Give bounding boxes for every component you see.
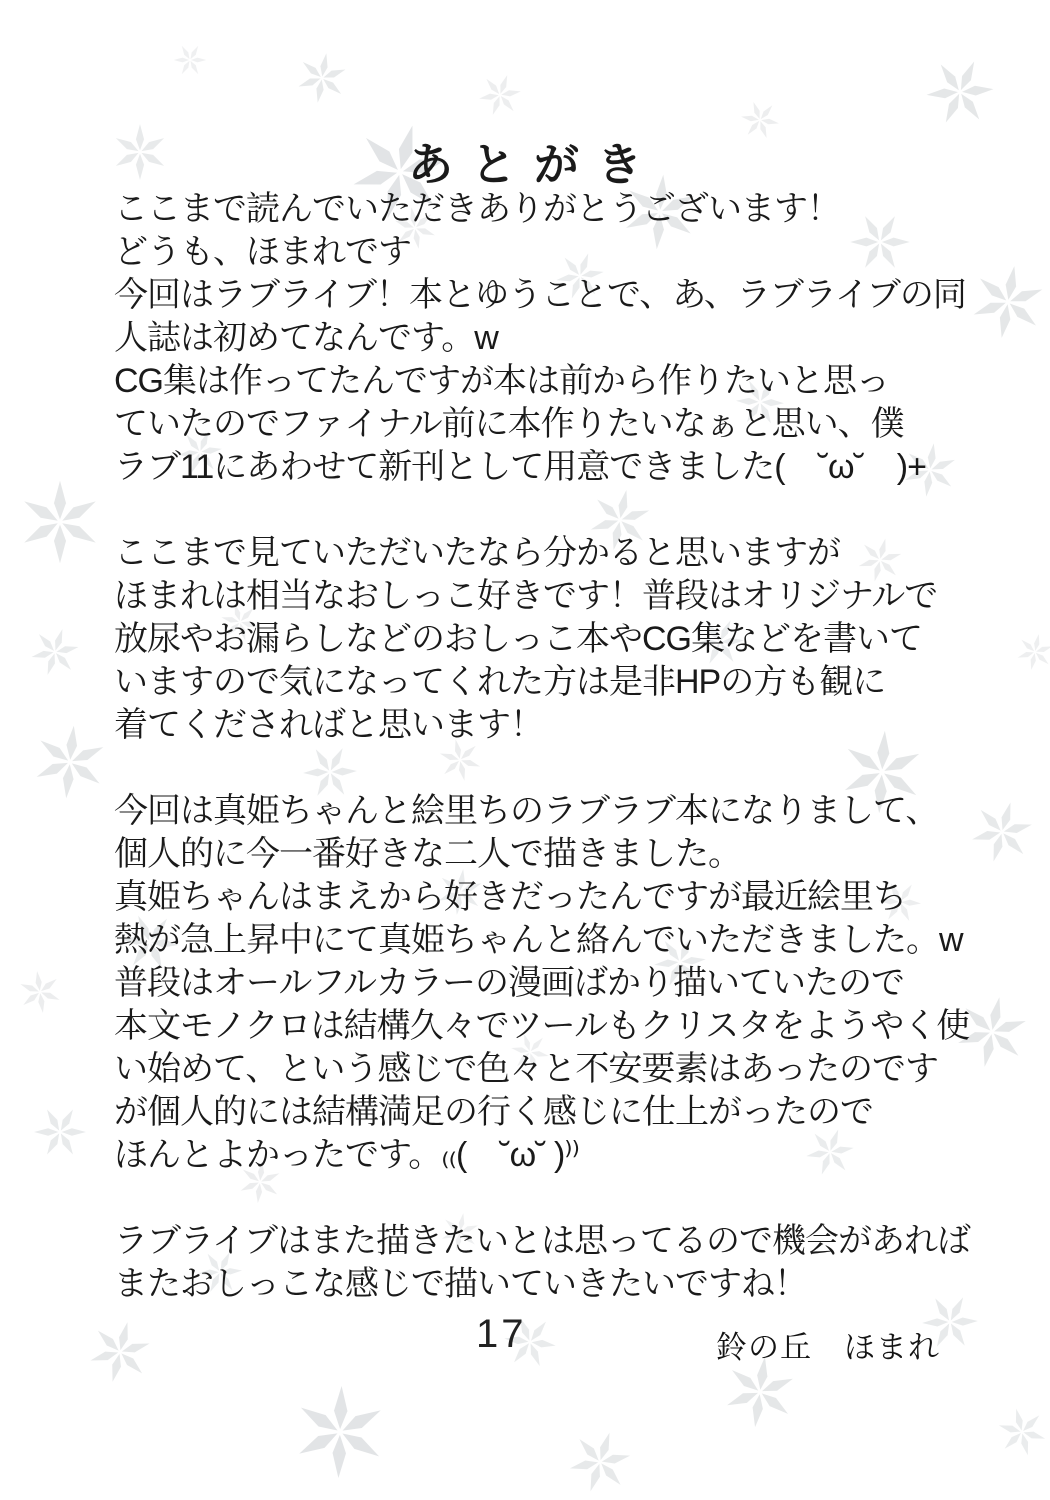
text-line: ほんとよかったです。₍₍( ˘ω˘ )⁾⁾ (114, 1136, 579, 1174)
author-signature: 鈴の丘 ほまれ (716, 1330, 940, 1365)
text-line: ここまで読んでいただきありがとうございます！ (114, 190, 840, 228)
text-line: 着てくださればと思います！ (114, 706, 543, 744)
text-line: どうも、ほまれです (114, 233, 411, 271)
afterword-text (114, 188, 970, 1306)
text-line: CG集は作ってたんですが本は前から作りたいと思っ (114, 362, 889, 400)
text-line: 熱が急上昇中にて真姫ちゃんと絡んでいただきました。w (114, 921, 963, 959)
text-line: 今回は真姫ちゃんと絵里ちのラブラブ本になりまして、 (114, 792, 939, 830)
text-line: 人誌は初めてなんです。w (114, 319, 498, 357)
text-line: い始めて、という感じで色々と不安要素はあったのです (114, 1050, 938, 1088)
text-line: 放尿やお漏らしなどのおしっこ本やCG集などを書いて (114, 620, 922, 658)
paragraph (114, 188, 964, 489)
flower-ornament-icon (568, 1430, 632, 1494)
flower-ornament-icon (1016, 633, 1050, 671)
flower-ornament-icon (173, 43, 207, 77)
flower-ornament-icon (925, 57, 995, 127)
flower-ornament-icon (970, 800, 1034, 864)
text-line: ここまで見ていただいたなら分かると思いますが (114, 534, 840, 572)
flower-ornament-icon (88, 1320, 152, 1384)
flower-ornament-icon (296, 52, 348, 104)
paragraph (114, 532, 964, 747)
flower-ornament-icon (30, 627, 80, 677)
text-line: ほまれは相当なおしっこ好きです！普段はオリジナルで (114, 577, 938, 615)
flower-ornament-icon (478, 73, 522, 117)
text-line: 真姫ちゃんはまえから好きだったんですが最近絵里ち (114, 878, 906, 916)
text-line: ていたのでファイナル前に本作りたいなぁと思い、僕 (114, 405, 904, 443)
flower-ornament-icon (292, 1384, 388, 1480)
text-line: ラブ11にあわせて新刊として用意できました( ˘ω˘ )+ (114, 448, 926, 486)
paragraph (114, 1220, 970, 1306)
text-line: 本文モノクロは結構久々でツールもクリスタをようやく使 (114, 1007, 970, 1045)
text-line: が個人的には結構満足の行く感じに仕上がったので (114, 1093, 873, 1131)
text-line: 個人的に今一番好きな二人で描きました。 (114, 835, 741, 873)
flower-ornament-icon (33, 1105, 87, 1159)
text-line: いますので気になってくれた方は是非HPの方も観に (114, 663, 886, 701)
text-line: ラブライブはまた描きたいとは思ってるので機会があれば (114, 1222, 970, 1260)
flower-ornament-icon (970, 264, 1046, 340)
flower-ornament-icon (18, 970, 62, 1014)
flower-ornament-icon (17, 479, 103, 565)
flower-ornament-icon (997, 1407, 1047, 1457)
flower-ornament-icon (32, 724, 108, 800)
page-title: あとがき (407, 138, 660, 191)
text-line: またおしっこな感じで描いていきたいですね！ (114, 1265, 807, 1303)
text-line: 今回はラブライブ！本とゆうことで、あ、ラブライブの同 (114, 276, 966, 314)
text-line: 普段はオールフルカラーの漫画ばかり描いていたので (114, 964, 904, 1002)
page-number: 17 (476, 1312, 527, 1356)
paragraph (114, 790, 970, 1177)
